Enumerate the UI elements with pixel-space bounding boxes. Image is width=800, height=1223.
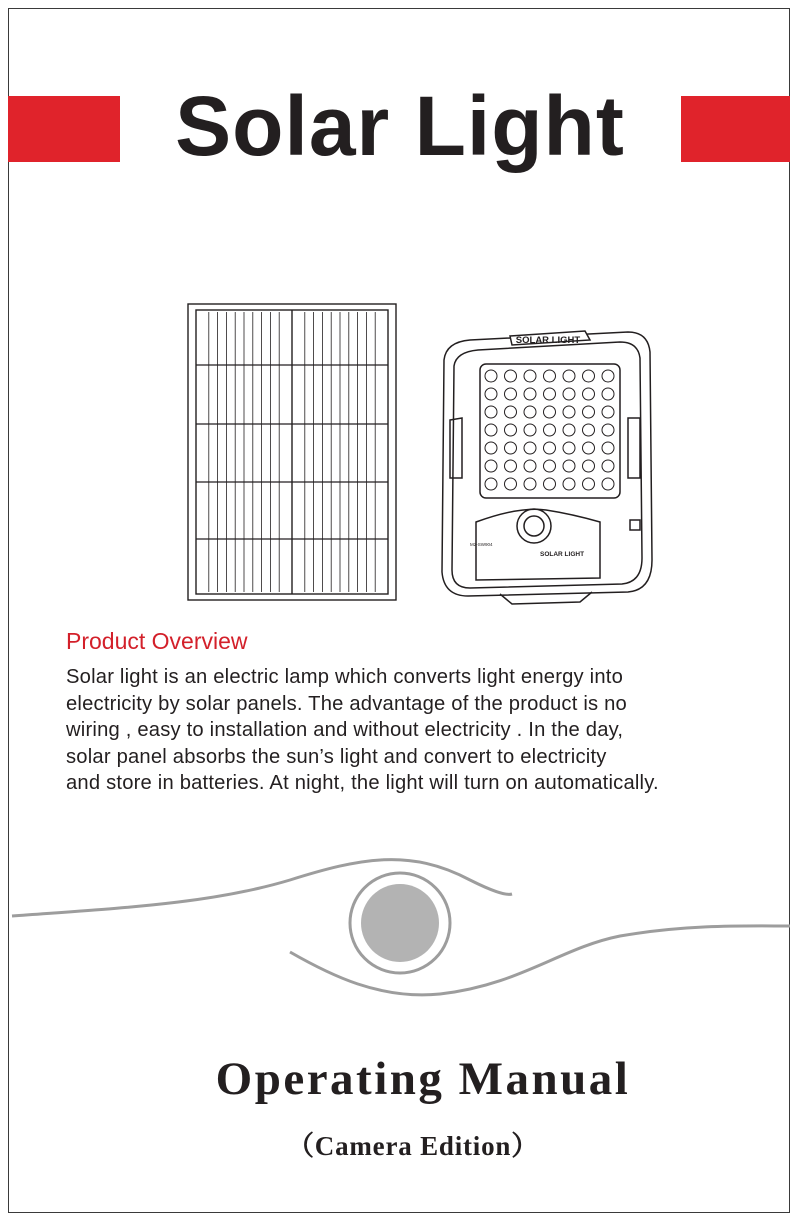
overview-line: wiring , easy to installation and without electricity . In the day, xyxy=(66,719,624,741)
lens-center-icon xyxy=(361,884,439,962)
page-title: Solar Light xyxy=(175,79,625,173)
lamp-top-label: SOLAR LIGHT xyxy=(515,335,581,346)
manual-subtitle: （Camera Edition） xyxy=(286,1131,540,1161)
lamp-bottom-label: SOLAR LIGHT xyxy=(540,551,585,558)
overview-line: and store in batteries. At night, the light will turn on automatically. xyxy=(66,772,659,794)
overview-line: electricity by solar panels. The advantage of the product is no xyxy=(66,692,627,715)
overview-line: Solar light is an electric lamp which converts light energy into xyxy=(66,666,623,688)
overview-heading: Product Overview xyxy=(66,628,248,654)
lamp-model-label: M2-SW904 xyxy=(470,542,493,547)
overview-line: solar panel absorbs the sun’s light and convert to electricity xyxy=(66,745,607,768)
manual-title: Operating Manual xyxy=(215,1053,631,1105)
